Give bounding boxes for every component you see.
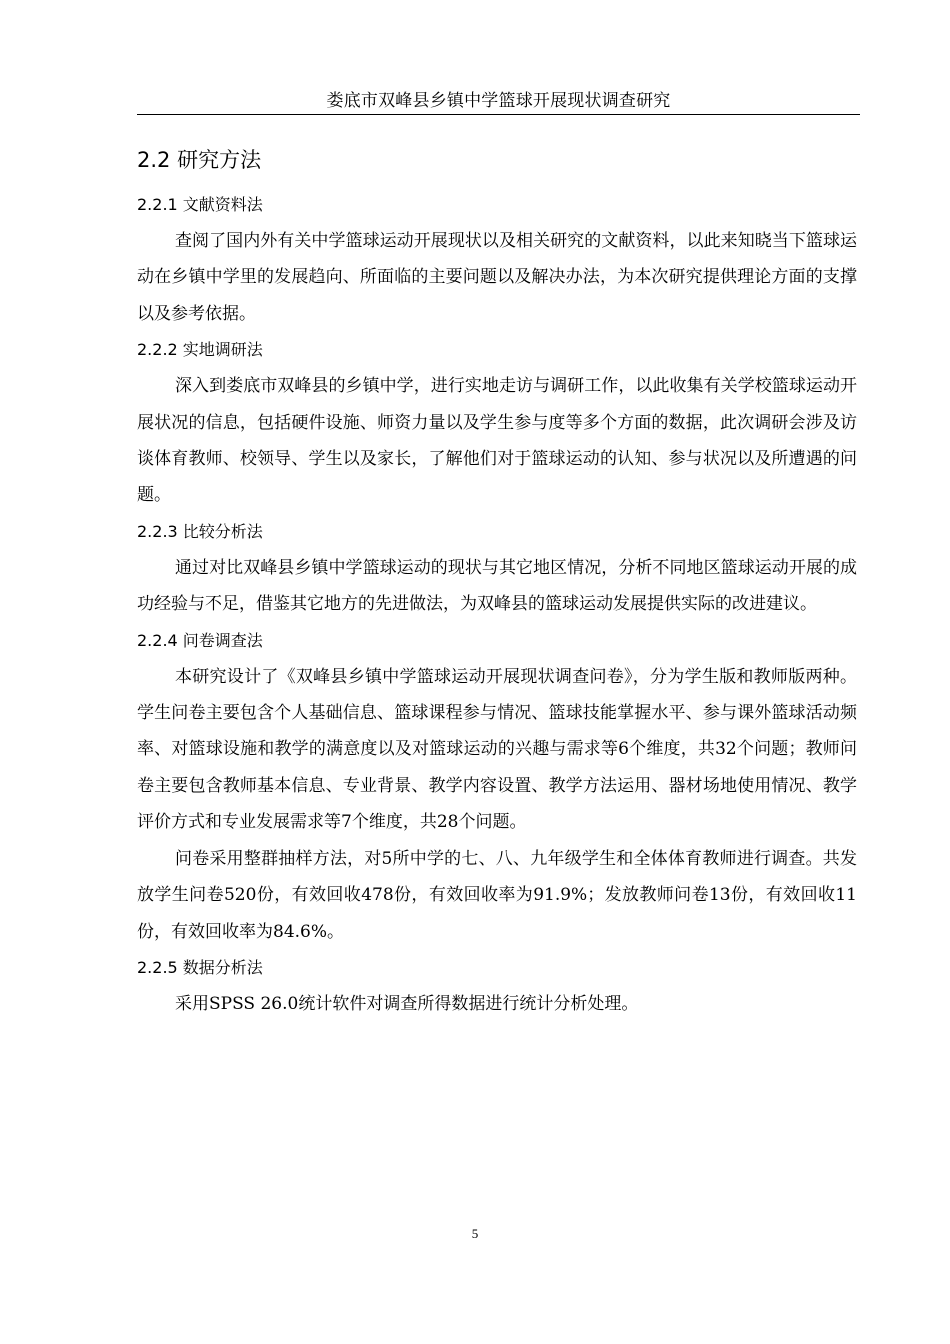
paragraph: 问卷采用整群抽样方法，对5所中学的七、八、九年级学生和全体体育教师进行调查。共发放学生问卷520份，有效回收478份，有效回收率为91.9%；发放教师问卷13份，有效回收11份，有效回收率为84.6%。 bbox=[137, 848, 857, 942]
document-body bbox=[137, 143, 857, 1022]
section-heading: 2.2 研究方法 bbox=[137, 148, 262, 172]
subsection-heading: 2.2.5 数据分析法 bbox=[137, 957, 263, 977]
header-title: 娄底市双峰县乡镇中学篮球开展现状调查研究 bbox=[326, 91, 671, 111]
subsection-heading: 2.2.1 文献资料法 bbox=[137, 195, 263, 214]
page-number: 5 bbox=[471, 1226, 479, 1241]
subsection-heading: 2.2.3 比较分析法 bbox=[137, 521, 263, 541]
paragraph: 本研究设计了《双峰县乡镇中学篮球运动开展现状调查问卷》，分为学生版和教师版两种。学生问卷主要包含个人基础信息、篮球课程参与情况、篮球技能掌握水平、参与课外篮球活动频率、对篮球设施和教学的满意度以及对篮球运动的兴趣与需求等6个维度，共32个问题；教师问卷主要包含教师基本信息、专业背景、教学内容设置、教学方法运用、器材场地使用情况、教学评价方式和专业发展需求等7个维度，共28个问题。 bbox=[137, 666, 857, 833]
page-header bbox=[137, 88, 860, 115]
subsection-heading: 2.2.4 问卷调查法 bbox=[137, 630, 263, 650]
subsection-comparative-analysis bbox=[137, 514, 857, 623]
paragraph: 深入到娄底市双峰县的乡镇中学，进行实地走访与调研工作，以此收集有关学校篮球运动开展状况的信息，包括硬件设施、师资力量以及学生参与度等多个方面的数据，此次调研会涉及访谈体育教师、校领导、学生以及家长，了解他们对于篮球运动的认知、参与状况以及所遭遇的问题。 bbox=[137, 376, 857, 506]
subsection-literature bbox=[137, 187, 857, 332]
subsection-heading: 2.2.2 实地调研法 bbox=[137, 340, 263, 360]
paragraph: 通过对比双峰县乡镇中学篮球运动的现状与其它地区情况，分析不同地区篮球运动开展的成功经验与不足，借鉴其它地方的先进做法，为双峰县的篮球运动发展提供实际的改进建议。 bbox=[137, 557, 857, 615]
subsection-questionnaire bbox=[137, 623, 857, 950]
subsection-field-research bbox=[137, 332, 857, 514]
paragraph: 采用SPSS 26.0统计软件对调查所得数据进行统计分析处理。 bbox=[175, 993, 639, 1014]
paragraph: 查阅了国内外有关中学篮球运动开展现状以及相关研究的文献资料，以此来知晓当下篮球运动在乡镇中学里的发展趋向、所面临的主要问题以及解决办法，为本次研究提供理论方面的支撑以及参考依据。 bbox=[137, 231, 857, 324]
subsection-data-analysis bbox=[137, 950, 857, 1022]
